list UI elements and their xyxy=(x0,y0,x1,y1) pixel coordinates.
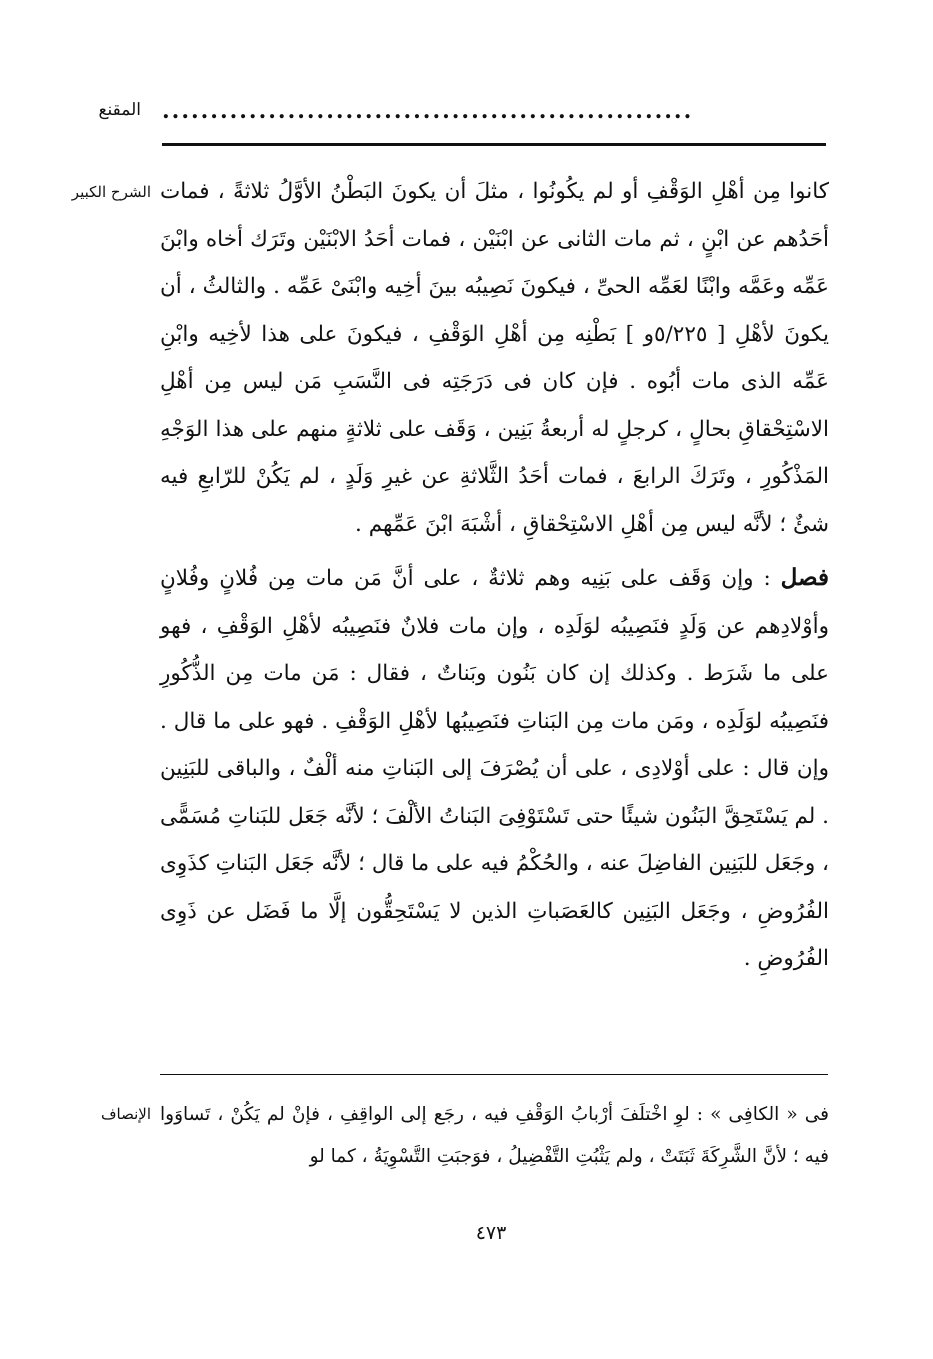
margin-label-insaf: الإنصاف xyxy=(100,1105,151,1123)
footnote-text: فى « الكافِى » : لوِ اخْتلَفَ أرْبابُ الوَقْفِ فيه ، رجَع إلى الواقِفِ ، فإنْ لم يَكُنْ ، تَساوَوا فيه ؛ لأنَّ الشَّرِكَةَ ثَبَتَتْ ، ولم يَثْبُتِ التَّفْضِيلُ ، فوَجبَتِ التَّسْوِيَةُ ، كما لو xyxy=(160,1104,829,1167)
page-number: ٤٧٣ xyxy=(475,1222,507,1244)
paragraph-1: كانوا مِن أهْلِ الوَقْفِ أو لم يكُونُوا ، مثلَ أن يكونَ البَطْنُ الأوَّلُ ثلاثةً ، فمات أحَدُهم عن ابْنٍ ، ثم مات الثانى عن ابْنَيْن ، فمات أحَدُ الابْنَيْن وتَرَك أخاه وابْنَ عَمِّه وعَمَّه وابْنًا لعَمِّه الحىِّ ، فيكونَ نَصِيبُه بينَ أخِيه وابْنَىْ عَمِّه . والثالثُ ، أن يكونَ لأهْلِ [ ٥/٢٢٥و ] بَطْنِه مِن أهْلِ الوَقْفِ ، فيكونَ على هذا لأخِيه وابْنِ عَمِّه الذى مات أبُوه . فإن كان فى دَرَجَتِه فى النَّسَبِ مَن ليس مِن أهْلِ الاسْتِحْقاقِ بحالٍ ، كرجلٍ له أربعةُ بَنِين ، وَقَف على ثلاثةٍ منهم على هذا الوَجْهِ المَذْكُورِ ، وتَرَكَ الرابعَ ، فمات أحَدُ الثَّلاثةِ عن غيرِ وَلَدٍ ، لم يَكُنْ للرّابعِ فيه شئٌ ؛ لأنَّه ليس مِن أهْلِ الاسْتِحْقاقِ ، أشْبَهَ ابْنَ عَمِّهم . xyxy=(160,179,830,537)
footnote-separator xyxy=(160,1074,828,1075)
running-title: المقنع xyxy=(98,100,141,120)
fasl-heading: فصل xyxy=(780,564,829,591)
paragraph-2-body: : وإن وَقَف على بَنِيه وهم ثلاثةٌ ، على أنَّ مَن مات مِن فُلانٍ وفُلانٍ وأوْلادِهم عن وَلَدٍ فنَصِيبُه لوَلَدِه ، وإن مات فلانٌ فنَصِيبُه لأهْلِ الوَقْفِ ، فهو على ما شَرَط . وكذلك إن كان بَنُون وبَناتٌ ، فقال : مَن مات مِن الذُّكُورِ فنَصِيبُه لوَلَدِه ، ومَن مات مِن البَناتِ فنَصِيبُها لأهْلِ الوَقْفِ . فهو على ما قال . وإن قال : على أوْلادِى ، على أن يُصْرَفَ إلى البَناتِ منه ألْفٌ ، والباقى للبَنِين . لم يَسْتَحِقَّ البَنُون شيئًا حتى تَسْتَوْفِىَ البَناتُ الألْفَ ؛ لأنَّه جَعَل للبَناتِ مُسَمًّى ، وجَعَل للبَنِين الفاضِلَ عنه ، والحُكْمُ فيه على ما قال ؛ لأنَّه جَعَل البَناتِ كذَوِى الفُرُوضِ ، وجَعَل البَنِين كالعَصَباتِ الذين لا يَسْتَحِقُّون إلَّا ما فَضَل عن ذَوِى الفُرُوضِ . xyxy=(160,566,829,971)
main-text xyxy=(160,168,829,983)
header-dotted-leader: ....................................................... xyxy=(162,102,694,124)
margin-label-sharh: الشرح الكبير xyxy=(71,183,151,201)
header-rule xyxy=(162,143,826,146)
paragraph-2 xyxy=(160,554,829,983)
